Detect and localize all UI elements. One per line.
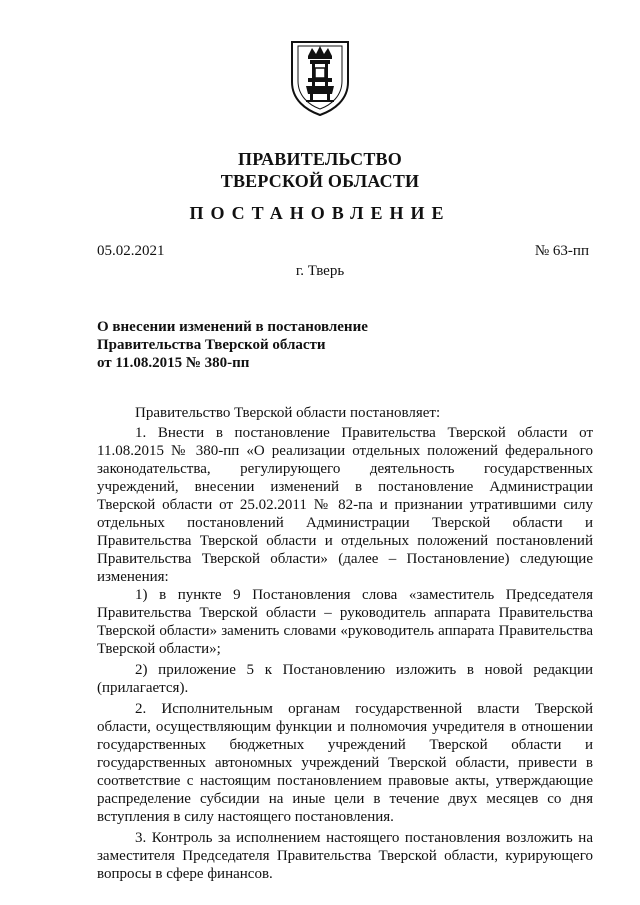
coat-of-arms-emblem [288,38,352,118]
organization-name [0,148,640,192]
document-type: ПОСТАНОВЛЕНИЕ [189,203,451,223]
document-date: 05.02.2021 [97,243,165,259]
org-line-2: ТВЕРСКОЙ ОБЛАСТИ [220,171,420,191]
body-paragraph-3: 3. Контроль за исполнением настоящего постановления возложить на заместителя Председателя Правительства Тверской области, курирующего вопросы в сфере финансов. [97,830,593,882]
document-body [97,404,593,883]
org-line-1: ПРАВИТЕЛЬСТВО [238,149,402,169]
body-paragraph-1: 1. Внести в постановление Правительства Тверской области от 11.08.2015 № 380-пп «О реализации отдельных положений федерального законодательства, регулирующего деятельность государственных учреждений, внесении изменений в постановление Администрации Тверской области от 25.02.2011 № 82-па и признании утратившими силу отдельных постановлений Администрации Тверской области и Правительства Тверской области и отдельных положений постановлений Правительства Тверской области» (далее – Постановление) следующие изменения: [97,425,593,585]
document-number: № 63-пп [534,243,589,259]
body-intro: Правительство Тверской области постановляет: [135,405,441,421]
document-city: г. Тверь [295,263,345,279]
subject-line-3: от 11.08.2015 № 380-пп [97,355,250,371]
body-paragraph-2: 2. Исполнительным органам государственной власти Тверской области, осуществляющим функции и полномочия учредителя в отношении государственных бюджетных учреждений Тверской области и государственных автономных учреждений Тверской области, привести в соответствие с настоящим постановлением правовые акты, утверждающие распределение субсидии на иные цели в течение двух месяцев со дня вступления в силу настоящего постановления. [97,701,593,825]
subject-line-2: Правительства Тверской области [97,337,326,353]
body-paragraph-1-2: 2) приложение 5 к Постановлению изложить в новой редакции (прилагается). [97,662,593,696]
body-paragraph-1-1: 1) в пункте 9 Постановления слова «заместитель Председателя Правительства Тверской области – руководитель аппарата Правительства Тверской области» заменить словами «руководитель аппарата Правительства Тверской области»; [97,587,593,657]
subject-line-1: О внесении изменений в постановление [97,319,368,335]
document-subject [97,318,417,372]
